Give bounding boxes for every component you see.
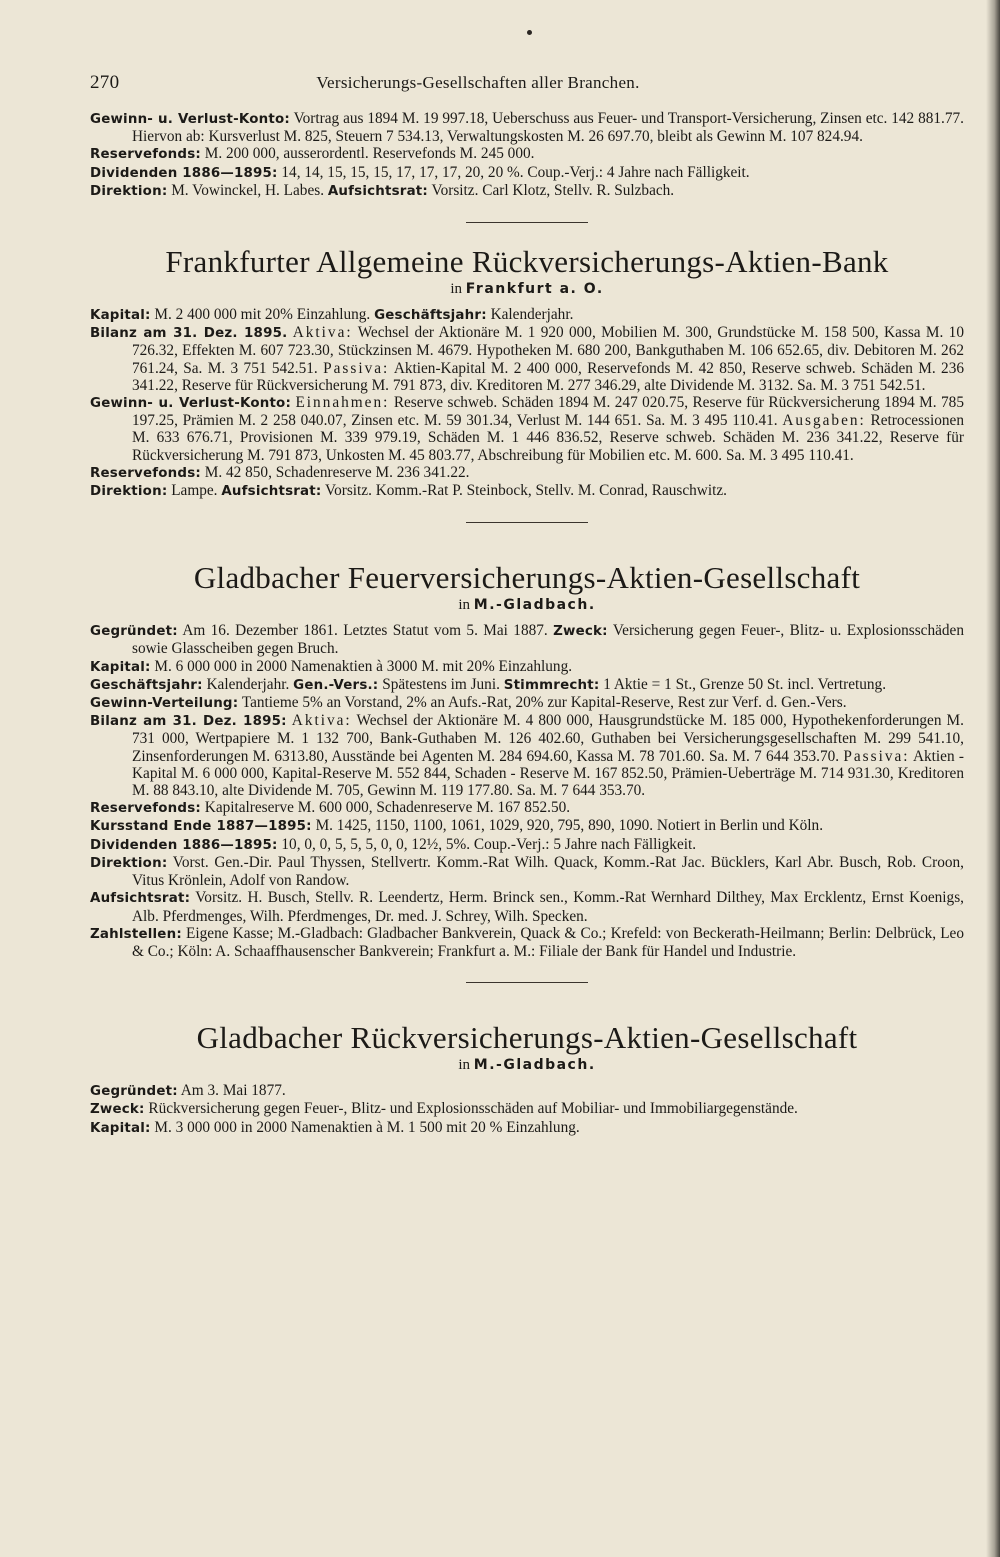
- field-text: Reserve schweb. Schäden 1894 M. 247 020.75, Reserve für Rückversicherung 1894 M. 785 197.25, Prämien M. 2 258 040.07, Zinsen etc. M. 59 301.34, Verlust M. 144 651. Sa. M. 3 495 110.41.: [132, 394, 964, 430]
- company-title-frankfurter: Frankfurter Allgemeine Rückversicherungs-Aktien-Bank: [165, 244, 889, 280]
- company-location: [90, 281, 964, 298]
- aktiva-word: Aktiva:: [291, 712, 352, 730]
- entry-gegruendet: [90, 1082, 964, 1100]
- field-label: Kapital:: [90, 308, 151, 324]
- company-location: [90, 597, 964, 614]
- location-city: Frankfurt a. O.: [465, 281, 604, 298]
- field-text: Vorst. Gen.-Dir. Paul Thyssen, Stellvertr. Komm.-Rat Wilh. Quack, Komm.-Rat Jac. Bücklers, Karl Abr. Busch, Rob. Croon, Vitus Krönlein, Adolf von Randow.: [132, 853, 964, 890]
- field-text: Aktien - Kapital M. 6 000 000, Kapital-Reserve M. 552 844, Schaden - Reserve M. 167 852.50, Prämien-Ueberträge M. 714 931.30, Kreditoren M. 88 843.10, alte Dividende M. 705, Gewinn M. 119 177.80. Sa. M. 7 644 353.70.: [132, 747, 964, 800]
- running-head: [90, 72, 964, 94]
- field-text: Am 3. Mai 1877.: [180, 1082, 286, 1100]
- field-label: Zweck:: [553, 624, 608, 640]
- field-label: Dividenden 1886—1895:: [90, 165, 278, 181]
- field-text: Kalenderjahr.: [490, 306, 574, 324]
- entry-dividenden: [90, 836, 964, 854]
- previous-company-entry: [90, 110, 964, 200]
- field-text: Lampe.: [171, 482, 218, 500]
- field-label: Bilanz am 31. Dez. 1895:: [90, 714, 287, 730]
- field-text: Kalenderjahr.: [206, 675, 290, 693]
- field-text: Kapitalreserve M. 600 000, Schadenreserve M. 167 852.50.: [204, 799, 571, 817]
- field-text: Vorsitz. H. Busch, Stellv. R. Leendertz, Herm. Brinck sen., Komm.-Rat Wernhard Dilthey, Max Ercklentz, Ernst Koenigs, Alb. Pferdmenges, Wilh. Pferdmenges, Dr. med. J. Schrey, Wilh. Specken.: [132, 889, 964, 925]
- entry-bilanz: [90, 324, 964, 394]
- section-divider: [466, 982, 588, 983]
- field-text: Vorsitz. Komm.-Rat P. Steinbock, Stellv. M. Conrad, Rauschwitz.: [325, 482, 727, 500]
- company-entry-frankfurter: [90, 306, 964, 500]
- field-text: M. 200 000, ausserordentl. Reservefonds M. 245 000.: [204, 145, 535, 163]
- field-text: Spätestens im Juni.: [382, 675, 500, 693]
- field-label: Reservefonds:: [90, 147, 201, 163]
- field-label: Gewinn- u. Verlust-Konto:: [90, 112, 290, 127]
- field-text: 10, 0, 0, 5, 5, 5, 0, 0, 12½, 5%. Coup.-Verj.: 5 Jahre nach Fälligkeit.: [281, 835, 697, 853]
- einnahmen-word: Einnahmen:: [295, 394, 390, 412]
- field-text: Rückversicherung gegen Feuer-, Blitz- und Explosionsschäden auf Mobiliar- und Immobiliargegenstände.: [148, 1100, 798, 1118]
- field-label: Zweck:: [90, 1102, 145, 1118]
- field-text: 1 Aktie = 1 St., Grenze 50 St. incl. Vertretung.: [603, 675, 887, 693]
- company-location: [90, 1057, 964, 1074]
- location-city: M.-Gladbach.: [473, 597, 596, 614]
- field-label: Geschäftsjahr:: [90, 677, 203, 693]
- field-text: M. 1425, 1150, 1100, 1061, 1029, 920, 795, 890, 1090. Notiert in Berlin und Köln.: [315, 817, 824, 835]
- field-label: Gewinn- u. Verlust-Konto:: [90, 396, 292, 412]
- field-text: Tantieme 5% an Vorstand, 2% an Aufs.-Rat, 20% zur Kapital-Reserve, Rest zur Verf. d. Gen.-Vers.: [241, 694, 847, 712]
- field-text: Wechsel der Aktionäre M. 4 800 000, Hausgrundstücke M. 185 000, Hypothekenforderungen M. 731 000, Wertpapiere M. 1 132 700, Bank-Guthaben M. 126 402.60, Guthaben bei Versicherungsgesellschaften M. 299 541.10, Zinsenforderungen M. 6313.80, Ausstände bei Agenten M. 284 694.60, Kassa M. 78 701.60. Sa. M. 7 644 353.70.: [132, 712, 964, 765]
- field-label: Gegründet:: [90, 624, 178, 640]
- entry-reservefonds: [90, 799, 964, 817]
- field-label: Geschäftsjahr:: [374, 308, 487, 324]
- field-text: M. 6 000 000 in 2000 Namenaktien à 3000 M. mit 20% Einzahlung.: [154, 657, 573, 675]
- entry-dividenden: [90, 164, 964, 182]
- field-label: Aufsichtsrat:: [221, 484, 322, 500]
- passiva-word: Passiva:: [323, 359, 390, 377]
- field-label: Gegründet:: [90, 1084, 178, 1100]
- field-label: Direktion:: [90, 855, 168, 871]
- entry-gegruendet: [90, 622, 964, 657]
- entry-kapital: [90, 658, 964, 676]
- field-label: Reservefonds:: [90, 465, 201, 481]
- entry-gewinn-verlust: [90, 110, 964, 145]
- field-label: Kapital:: [90, 1120, 151, 1136]
- location-city: M.-Gladbach.: [473, 1057, 596, 1074]
- entry-kapital: [90, 1119, 964, 1137]
- entry-aufsichtsrat: [90, 889, 964, 924]
- field-text: Vorsitz. Carl Klotz, Stellv. R. Sulzbach.: [431, 181, 675, 199]
- entry-kapital: [90, 306, 964, 324]
- company-title-gladbacher-feuer: Gladbacher Feuerversicherungs-Aktien-Gesellschaft: [193, 560, 861, 596]
- field-label: Stimmrecht:: [503, 677, 600, 693]
- entry-kursstand: [90, 817, 964, 835]
- field-text: Am 16. Dezember 1861. Letztes Statut vom 5. Mai 1887.: [182, 622, 548, 640]
- field-label: Aufsichtsrat:: [90, 891, 191, 907]
- entry-direktion: [90, 182, 964, 200]
- field-text: M. Vowinckel, H. Labes.: [171, 181, 325, 199]
- passiva-word: Passiva:: [843, 747, 910, 765]
- page-number: 270: [90, 72, 120, 93]
- field-text: Versicherung gegen Feuer-, Blitz- u. Explosionsschäden sowie Glasscheiben gegen Bruch.: [132, 622, 964, 658]
- field-text: Eigene Kasse; M.-Gladbach: Gladbacher Bankverein, Quack & Co.; Krefeld: von Beckerath-Heilmann; Berlin: Delbrück, Leo & Co.; Köln: A. Schaaffhausenscher Bankverein; Frankfurt a. M.: Filiale der Bank für Handel und Industrie.: [132, 924, 964, 960]
- section-divider: [466, 222, 588, 223]
- section-divider: [466, 522, 588, 523]
- field-text: M. 42 850, Schadenreserve M. 236 341.22.: [204, 463, 470, 481]
- entry-direktion: [90, 854, 964, 889]
- field-label: Reservefonds:: [90, 801, 201, 817]
- location-prefix: in: [458, 597, 471, 614]
- location-prefix: in: [458, 1057, 471, 1074]
- field-label: Gen.-Vers.:: [293, 677, 379, 693]
- field-label: Dividenden 1886—1895:: [90, 837, 278, 853]
- entry-gewinn-verlust: [90, 394, 964, 464]
- entry-gewinn-verteilung: [90, 694, 964, 712]
- field-label: Bilanz am 31. Dez. 1895.: [90, 326, 288, 342]
- entry-direktion: [90, 482, 964, 500]
- entry-zahlstellen: [90, 925, 964, 960]
- field-label: Direktion:: [90, 183, 168, 199]
- ausgaben-word: Ausgaben:: [782, 412, 866, 430]
- entry-reservefonds: [90, 464, 964, 482]
- field-label: Zahlstellen:: [90, 926, 182, 942]
- field-label: Kursstand Ende 1887—1895:: [90, 819, 312, 835]
- field-text: 14, 14, 15, 15, 15, 17, 17, 17, 20, 20 %. Coup.-Verj.: 4 Jahre nach Fälligkeit.: [281, 163, 750, 181]
- entry-reservefonds: [90, 145, 964, 163]
- field-text: M. 2 400 000 mit 20% Einzahlung.: [154, 306, 371, 324]
- company-entry-gladbacher-feuer: [90, 622, 964, 960]
- location-prefix: in: [450, 281, 463, 298]
- entry-bilanz: [90, 712, 964, 799]
- field-text: Retrocessionen M. 633 676.71, Provisionen M. 339 979.19, Schäden M. 1 446 836.52, Reserve schweb. Schäden M. 236 341.22, Reserve für Rückversicherung M. 791 873, Unkosten M. 45 803.77, Abschreibung für Mobilien etc. M. 600. Sa. M. 3 495 110.41.: [132, 412, 964, 464]
- field-label: Kapital:: [90, 659, 151, 675]
- field-label: Gewinn-Verteilung:: [90, 696, 239, 712]
- entry-zweck: [90, 1100, 964, 1118]
- field-label: Aufsichtsrat:: [327, 183, 428, 199]
- field-text: Aktien-Kapital M. 2 400 000, Reservefonds M. 42 850, Reserve schweb. Schäden M. 236 341.22, Reserve für Rückversicherung M. 791 873, div. Kreditoren M. 277 346.29, alte Dividende M. 3132. Sa. M. 3 751 542.51.: [132, 359, 965, 394]
- entry-geschaeftsjahr: [90, 676, 964, 694]
- company-entry-gladbacher-rueck: [90, 1082, 964, 1137]
- print-speck: [527, 30, 532, 35]
- field-text: Wechsel der Aktionäre M. 1 920 000, Mobilien M. 300, Grundstücke M. 158 500, Kassa M. 10 726.32, Effekten M. 607 723.30, Stückzinsen M. 4679. Hypotheken M. 680 200, Bankguthaben M. 106 652.65, div. Debitoren M. 262 761.24, Sa. M. 3 751 542.51.: [132, 324, 964, 377]
- field-text: M. 3 000 000 in 2000 Namenaktien à M. 1 500 mit 20 % Einzahlung.: [154, 1118, 580, 1136]
- page-edge-shadow: [986, 0, 1000, 1557]
- field-label: Direktion:: [90, 484, 168, 500]
- running-title: Versicherungs-Gesellschaften aller Branchen.: [316, 73, 640, 92]
- company-title-gladbacher-rueck: Gladbacher Rückversicherungs-Aktien-Gesellschaft: [196, 1020, 858, 1056]
- aktiva-word: Aktiva:: [292, 324, 353, 342]
- field-text: Vortrag aus 1894 M. 19 997.18, Ueberschuss aus Feuer- und Transport-Versicherung, Zinsen etc. 142 881.77. Hiervon ab: Kursverlust M. 825, Steuern 7 534.13, Verwaltungskosten M. 26 697.70, bleibt als Gewinn M. 107 824.94.: [132, 110, 964, 146]
